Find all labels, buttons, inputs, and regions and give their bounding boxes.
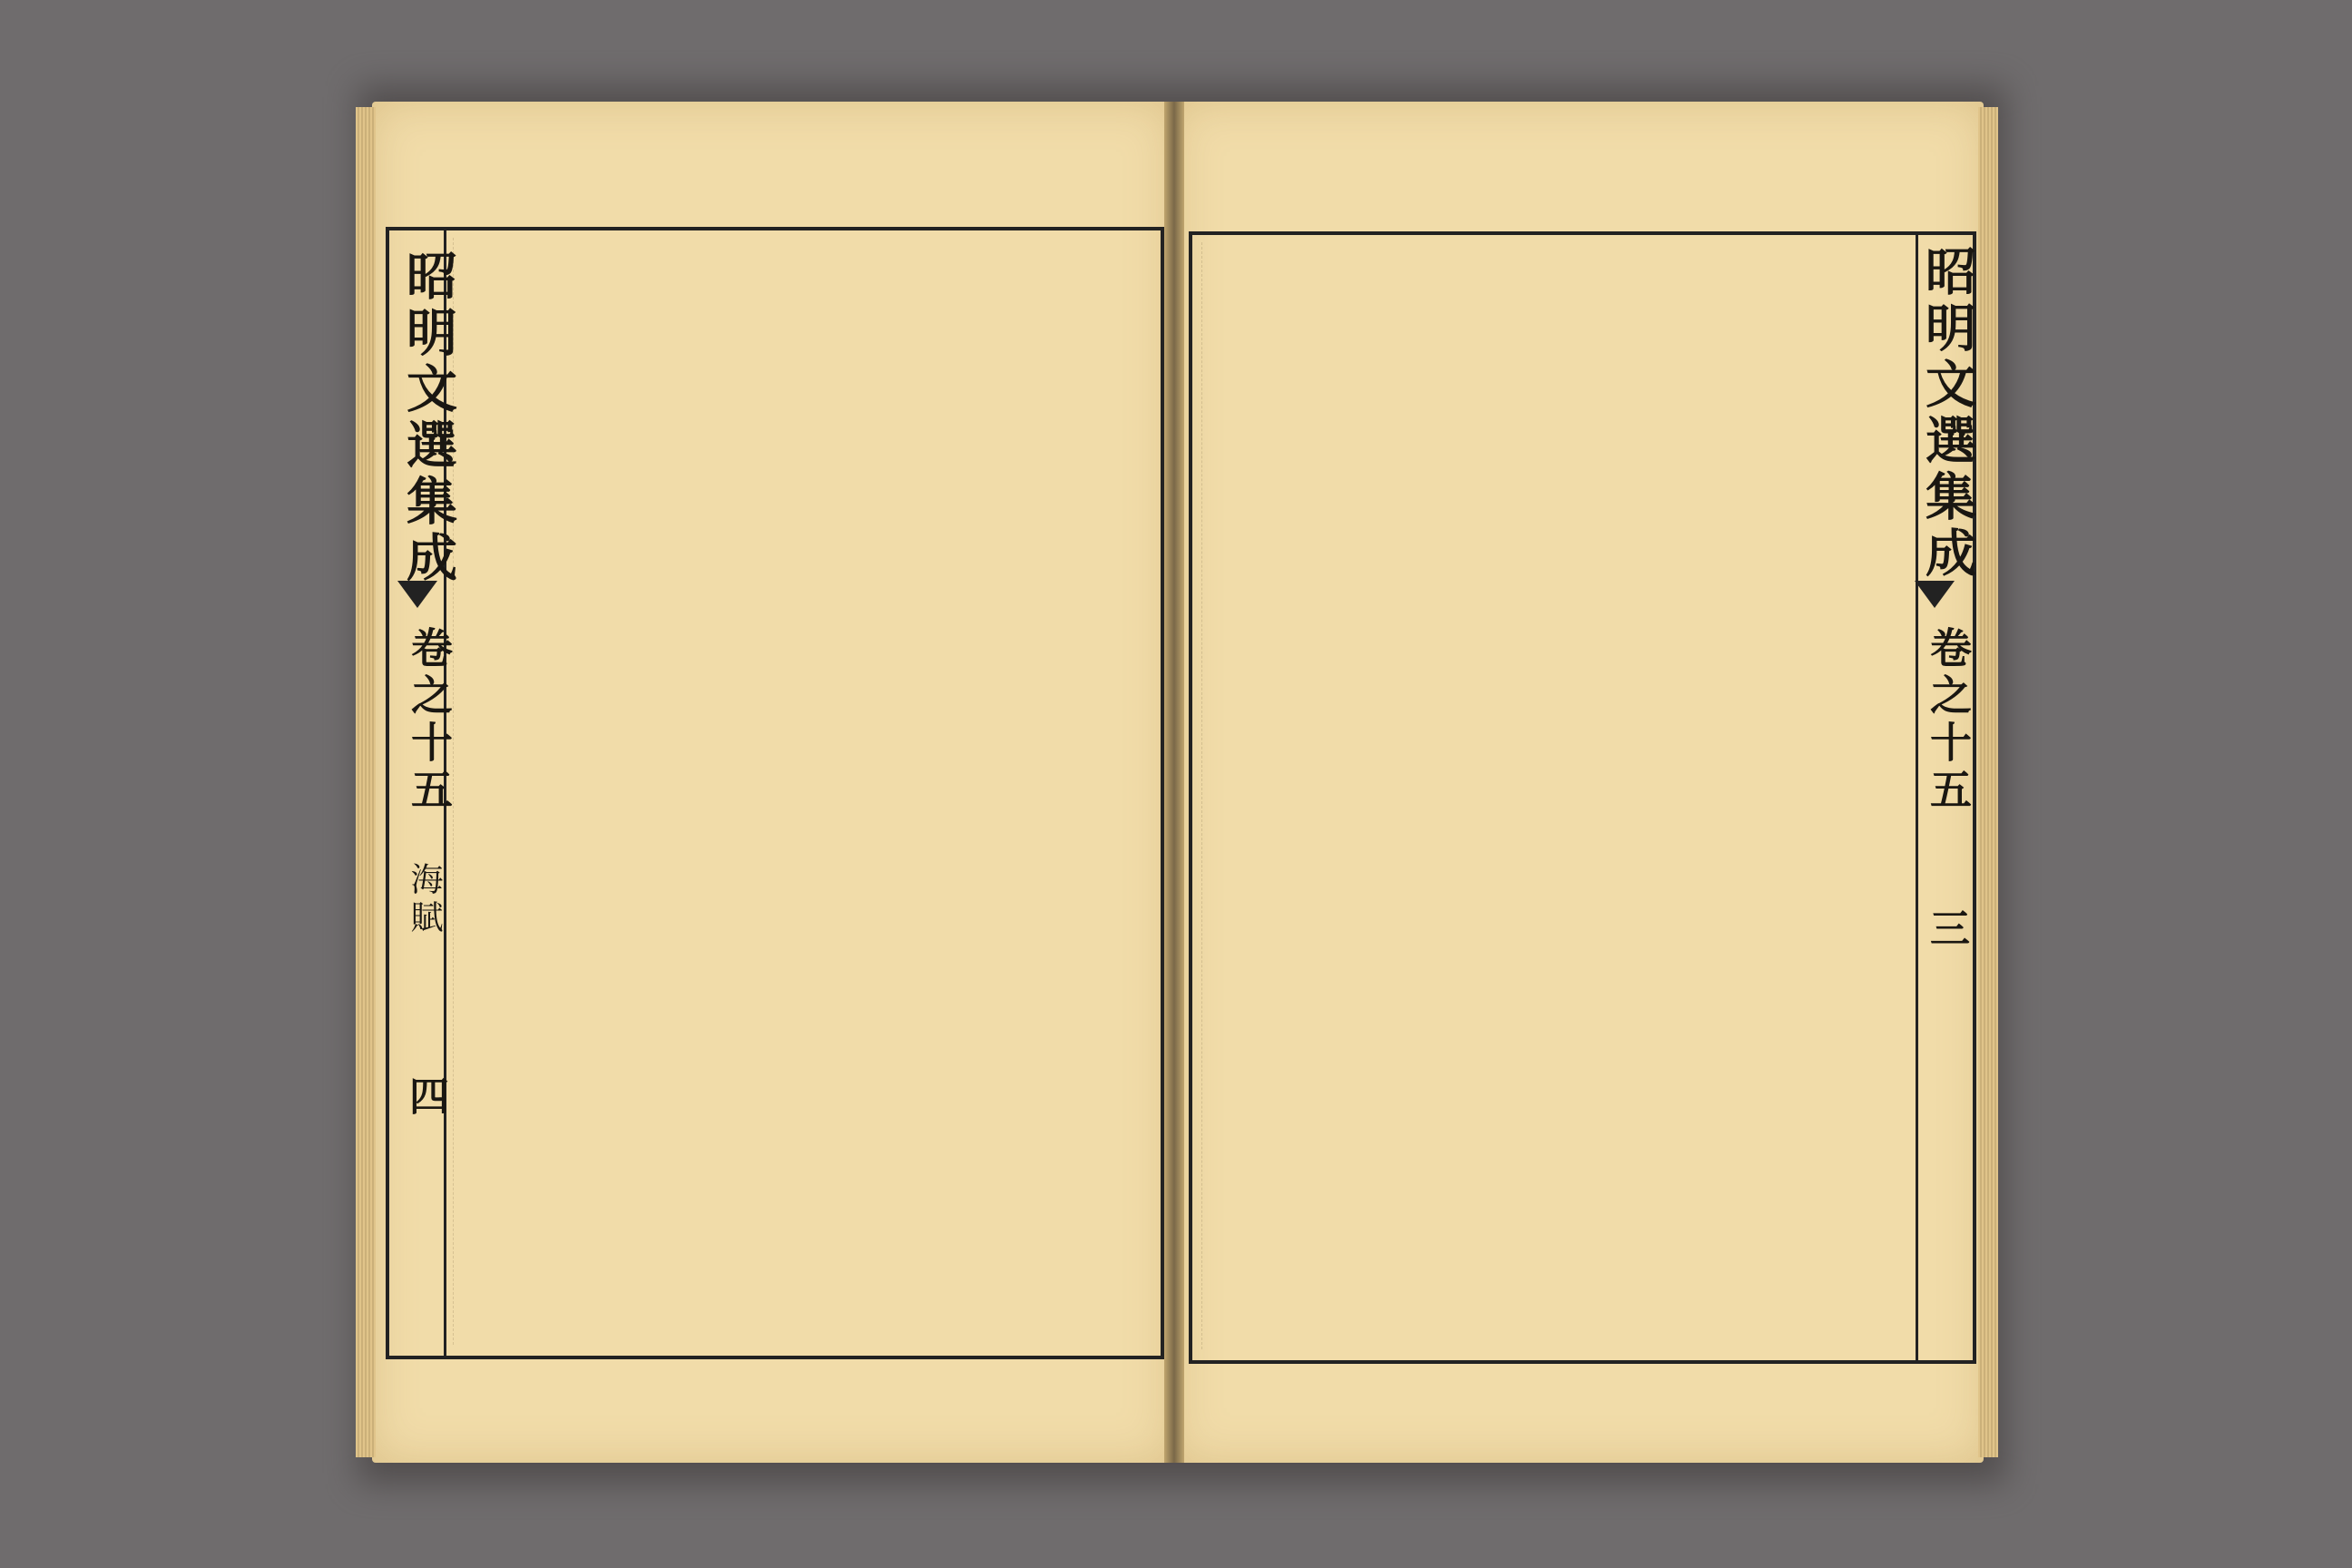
fishtail-mark-right bbox=[1915, 581, 1955, 608]
right-margin-folio: 三 bbox=[1923, 907, 1969, 953]
right-margin-book-title: 昭明文選集成 bbox=[1917, 245, 1977, 583]
left-margin-juan: 卷之十五 bbox=[405, 626, 454, 815]
right-margin-juan: 卷之十五 bbox=[1924, 626, 1973, 815]
left-page-edge bbox=[356, 107, 376, 1457]
book-spine bbox=[1164, 102, 1184, 1463]
left-margin-chapter: 海賦 bbox=[406, 862, 443, 938]
fishtail-mark-left bbox=[397, 581, 437, 608]
right-print-frame bbox=[1189, 231, 1976, 1364]
left-margin-book-title: 昭明文選集成 bbox=[398, 250, 458, 587]
right-main-text-block bbox=[1201, 242, 1901, 1349]
left-print-frame bbox=[386, 227, 1164, 1359]
left-margin-folio: 四 bbox=[402, 1075, 448, 1121]
left-main-text-block bbox=[453, 238, 1152, 1345]
